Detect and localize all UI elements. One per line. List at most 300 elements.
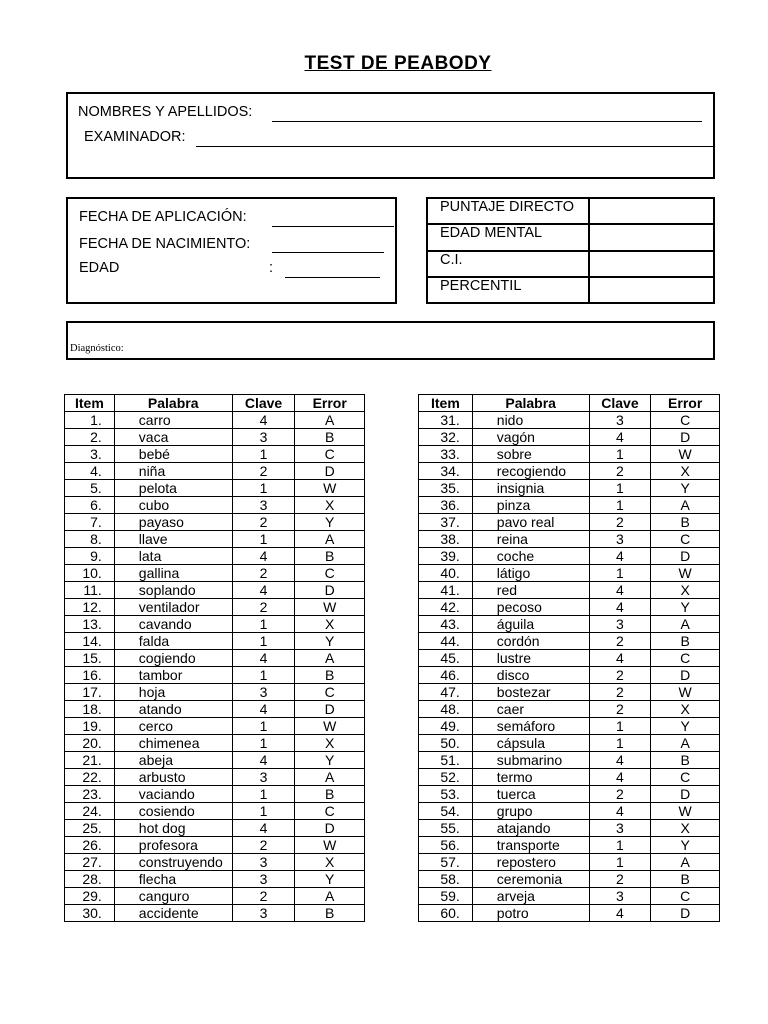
table-row — [65, 837, 365, 854]
table-row — [65, 769, 365, 786]
item-number: 3. — [65, 446, 115, 463]
item-number: 14. — [65, 633, 115, 650]
table-row — [65, 429, 365, 446]
item-key: 2 — [589, 633, 651, 650]
table-row — [419, 548, 720, 565]
item-key: 1 — [232, 803, 295, 820]
item-word: transporte — [472, 837, 589, 854]
table-row — [65, 548, 365, 565]
item-word: canguro — [114, 888, 232, 905]
item-key: 1 — [232, 718, 295, 735]
item-word: tuerca — [472, 786, 589, 803]
item-error: X — [295, 497, 365, 514]
score-row-percentile — [427, 277, 714, 303]
item-key: 1 — [232, 616, 295, 633]
item-number: 24. — [65, 803, 115, 820]
age-label: EDAD — [79, 260, 120, 276]
scores-table — [426, 197, 715, 304]
item-word: accidente — [114, 905, 232, 922]
item-word: arveja — [472, 888, 589, 905]
item-error: Y — [651, 718, 720, 735]
item-key: 4 — [589, 905, 651, 922]
item-number: 26. — [65, 837, 115, 854]
item-number: 39. — [419, 548, 473, 565]
item-key: 4 — [589, 769, 651, 786]
table-row — [419, 769, 720, 786]
item-number: 44. — [419, 633, 473, 650]
item-number: 50. — [419, 735, 473, 752]
item-word: lata — [114, 548, 232, 565]
item-word: águila — [472, 616, 589, 633]
item-key: 1 — [589, 735, 651, 752]
item-number: 53. — [419, 786, 473, 803]
item-number: 2. — [65, 429, 115, 446]
item-key: 2 — [589, 701, 651, 718]
table-row — [419, 684, 720, 701]
item-number: 48. — [419, 701, 473, 718]
direct-score-label: PUNTAJE DIRECTO — [427, 198, 589, 224]
item-error: B — [295, 905, 365, 922]
item-word: flecha — [114, 871, 232, 888]
item-error: X — [651, 582, 720, 599]
item-error: D — [651, 667, 720, 684]
item-word: bebé — [114, 446, 232, 463]
table-row — [419, 480, 720, 497]
item-key: 1 — [232, 786, 295, 803]
item-number: 59. — [419, 888, 473, 905]
table-row — [419, 820, 720, 837]
item-error: D — [651, 548, 720, 565]
item-word: submarino — [472, 752, 589, 769]
table-row — [65, 735, 365, 752]
item-key: 2 — [589, 684, 651, 701]
table-row — [419, 701, 720, 718]
item-number: 46. — [419, 667, 473, 684]
examiner-field[interactable] — [196, 146, 713, 147]
table-row — [419, 463, 720, 480]
item-number: 37. — [419, 514, 473, 531]
table-row — [65, 514, 365, 531]
item-word: reina — [472, 531, 589, 548]
item-word: tambor — [114, 667, 232, 684]
item-word: insignia — [472, 480, 589, 497]
header-error: Error — [651, 395, 720, 412]
item-key: 1 — [232, 633, 295, 650]
item-word: gallina — [114, 565, 232, 582]
item-word: arbusto — [114, 769, 232, 786]
item-error: A — [295, 531, 365, 548]
item-number: 15. — [65, 650, 115, 667]
table-row — [65, 531, 365, 548]
item-number: 47. — [419, 684, 473, 701]
item-word: grupo — [472, 803, 589, 820]
item-word: látigo — [472, 565, 589, 582]
item-number: 45. — [419, 650, 473, 667]
item-key: 4 — [589, 548, 651, 565]
table-row — [65, 888, 365, 905]
item-word: pecoso — [472, 599, 589, 616]
item-error: Y — [295, 633, 365, 650]
age-colon: : — [269, 260, 274, 276]
mental-age-label: EDAD MENTAL — [427, 224, 589, 250]
table-row — [65, 905, 365, 922]
item-key: 1 — [232, 735, 295, 752]
item-error: C — [651, 531, 720, 548]
item-error: C — [651, 650, 720, 667]
item-number: 49. — [419, 718, 473, 735]
item-key: 1 — [589, 718, 651, 735]
item-error: X — [295, 616, 365, 633]
item-key: 4 — [232, 650, 295, 667]
item-number: 32. — [419, 429, 473, 446]
item-word: soplando — [114, 582, 232, 599]
table-row — [65, 582, 365, 599]
item-error: B — [651, 871, 720, 888]
table-row — [419, 565, 720, 582]
table-row — [65, 786, 365, 803]
item-key: 4 — [589, 650, 651, 667]
item-number: 5. — [65, 480, 115, 497]
item-key: 2 — [589, 786, 651, 803]
item-key: 3 — [589, 888, 651, 905]
table-row — [419, 446, 720, 463]
table-row — [419, 412, 720, 429]
item-number: 19. — [65, 718, 115, 735]
table-row — [419, 803, 720, 820]
item-error: X — [295, 735, 365, 752]
item-word: carro — [114, 412, 232, 429]
item-error: A — [651, 854, 720, 871]
item-key: 1 — [589, 446, 651, 463]
item-error: A — [651, 616, 720, 633]
item-number: 55. — [419, 820, 473, 837]
header-word: Palabra — [472, 395, 589, 412]
item-error: X — [651, 463, 720, 480]
item-error: A — [651, 497, 720, 514]
table-row — [65, 701, 365, 718]
header-item: Item — [65, 395, 115, 412]
table-row — [65, 871, 365, 888]
item-error: C — [651, 888, 720, 905]
item-error: D — [651, 429, 720, 446]
item-word: red — [472, 582, 589, 599]
item-word: profesora — [114, 837, 232, 854]
item-error: Y — [295, 752, 365, 769]
score-row-ci — [427, 251, 714, 277]
table-row — [419, 854, 720, 871]
item-number: 52. — [419, 769, 473, 786]
item-number: 51. — [419, 752, 473, 769]
item-key: 3 — [232, 854, 295, 871]
table-row — [419, 531, 720, 548]
examiner-label: EXAMINADOR: — [84, 129, 186, 145]
item-key: 3 — [232, 769, 295, 786]
header-word: Palabra — [114, 395, 232, 412]
item-error: C — [651, 412, 720, 429]
item-word: niña — [114, 463, 232, 480]
ci-field[interactable] — [589, 251, 714, 277]
item-word: llave — [114, 531, 232, 548]
item-number: 12. — [65, 599, 115, 616]
table-row — [419, 667, 720, 684]
item-key: 1 — [589, 480, 651, 497]
item-error: A — [295, 412, 365, 429]
table-row — [65, 803, 365, 820]
item-key: 4 — [232, 412, 295, 429]
item-number: 8. — [65, 531, 115, 548]
item-number: 56. — [419, 837, 473, 854]
item-key: 3 — [232, 905, 295, 922]
item-word: construyendo — [114, 854, 232, 871]
item-error: W — [295, 599, 365, 616]
item-error: B — [651, 752, 720, 769]
item-number: 11. — [65, 582, 115, 599]
item-number: 22. — [65, 769, 115, 786]
item-key: 4 — [589, 752, 651, 769]
item-key: 4 — [232, 582, 295, 599]
item-error: X — [651, 820, 720, 837]
item-error: D — [651, 905, 720, 922]
item-number: 21. — [65, 752, 115, 769]
table-row — [65, 684, 365, 701]
item-error: C — [295, 565, 365, 582]
table-row — [419, 718, 720, 735]
item-word: coche — [472, 548, 589, 565]
item-number: 57. — [419, 854, 473, 871]
item-word: abeja — [114, 752, 232, 769]
direct-score-field[interactable] — [589, 198, 714, 224]
item-word: vagón — [472, 429, 589, 446]
table-row — [419, 514, 720, 531]
diagnosis-label: Diagnóstico: — [70, 343, 124, 354]
item-key: 2 — [232, 514, 295, 531]
item-word: termo — [472, 769, 589, 786]
item-key: 3 — [589, 531, 651, 548]
names-field[interactable] — [272, 121, 702, 122]
table-row — [419, 429, 720, 446]
item-word: cápsula — [472, 735, 589, 752]
table-row — [419, 871, 720, 888]
item-key: 3 — [589, 820, 651, 837]
item-error: B — [651, 514, 720, 531]
item-key: 2 — [232, 565, 295, 582]
item-word: atando — [114, 701, 232, 718]
item-key: 1 — [589, 497, 651, 514]
item-key: 1 — [589, 854, 651, 871]
table-row — [419, 616, 720, 633]
item-number: 25. — [65, 820, 115, 837]
item-key: 2 — [589, 871, 651, 888]
item-word: falda — [114, 633, 232, 650]
item-key: 2 — [232, 463, 295, 480]
item-word: cosiendo — [114, 803, 232, 820]
item-error: A — [651, 735, 720, 752]
item-key: 2 — [589, 667, 651, 684]
table-row — [65, 650, 365, 667]
item-number: 6. — [65, 497, 115, 514]
item-word: semáforo — [472, 718, 589, 735]
table-header-row — [419, 395, 720, 412]
item-error: C — [651, 769, 720, 786]
item-number: 54. — [419, 803, 473, 820]
item-number: 28. — [65, 871, 115, 888]
item-key: 2 — [589, 463, 651, 480]
item-error: D — [295, 820, 365, 837]
item-word: disco — [472, 667, 589, 684]
table-row — [65, 633, 365, 650]
item-word: potro — [472, 905, 589, 922]
item-error: D — [295, 463, 365, 480]
item-error: W — [651, 684, 720, 701]
item-key: 3 — [232, 429, 295, 446]
item-number: 31. — [419, 412, 473, 429]
item-error: W — [295, 718, 365, 735]
table-row — [65, 497, 365, 514]
table-row — [65, 446, 365, 463]
item-number: 33. — [419, 446, 473, 463]
item-error: B — [295, 667, 365, 684]
diagnosis-box[interactable] — [66, 321, 715, 360]
item-number: 29. — [65, 888, 115, 905]
item-key: 3 — [589, 616, 651, 633]
item-word: pelota — [114, 480, 232, 497]
header-error: Error — [295, 395, 365, 412]
item-error: D — [295, 701, 365, 718]
item-number: 23. — [65, 786, 115, 803]
item-word: repostero — [472, 854, 589, 871]
application-date-label: FECHA DE APLICACIÓN: — [79, 209, 247, 225]
item-number: 38. — [419, 531, 473, 548]
percentile-field[interactable] — [589, 277, 714, 303]
item-key: 4 — [589, 599, 651, 616]
percentile-label: PERCENTIL — [427, 277, 589, 303]
item-word: ventilador — [114, 599, 232, 616]
item-number: 20. — [65, 735, 115, 752]
table-row — [419, 599, 720, 616]
table-row — [419, 633, 720, 650]
item-error: Y — [651, 480, 720, 497]
item-error: Y — [651, 837, 720, 854]
table-row — [65, 599, 365, 616]
item-number: 27. — [65, 854, 115, 871]
item-word: lustre — [472, 650, 589, 667]
birth-date-field[interactable] — [272, 252, 384, 253]
item-word: vaciando — [114, 786, 232, 803]
table-row — [419, 650, 720, 667]
item-word: ceremonia — [472, 871, 589, 888]
item-error: Y — [295, 871, 365, 888]
item-error: W — [651, 803, 720, 820]
table-row — [65, 718, 365, 735]
item-word: recogiendo — [472, 463, 589, 480]
item-error: A — [295, 650, 365, 667]
item-error: X — [295, 854, 365, 871]
item-word: vaca — [114, 429, 232, 446]
item-error: A — [295, 888, 365, 905]
item-number: 60. — [419, 905, 473, 922]
item-word: caer — [472, 701, 589, 718]
item-number: 43. — [419, 616, 473, 633]
mental-age-field[interactable] — [589, 224, 714, 250]
item-error: B — [651, 633, 720, 650]
item-key: 4 — [232, 820, 295, 837]
item-word: hoja — [114, 684, 232, 701]
item-error: X — [651, 701, 720, 718]
table-row — [65, 463, 365, 480]
item-word: nido — [472, 412, 589, 429]
item-number: 10. — [65, 565, 115, 582]
item-key: 2 — [232, 599, 295, 616]
item-key: 1 — [232, 531, 295, 548]
table-row — [65, 854, 365, 871]
item-key: 4 — [589, 429, 651, 446]
item-number: 13. — [65, 616, 115, 633]
item-key: 3 — [232, 497, 295, 514]
item-word: cavando — [114, 616, 232, 633]
item-word: bostezar — [472, 684, 589, 701]
item-word: cubo — [114, 497, 232, 514]
application-date-field[interactable] — [272, 226, 394, 227]
table-row — [419, 752, 720, 769]
item-number: 18. — [65, 701, 115, 718]
item-error: Y — [651, 599, 720, 616]
table-row — [65, 565, 365, 582]
page-title: TEST DE PEABODY — [304, 53, 492, 74]
item-number: 1. — [65, 412, 115, 429]
item-key: 1 — [589, 565, 651, 582]
item-word: pinza — [472, 497, 589, 514]
item-word: cerco — [114, 718, 232, 735]
item-word: cogiendo — [114, 650, 232, 667]
table-row — [419, 497, 720, 514]
item-key: 4 — [232, 701, 295, 718]
table-row — [65, 480, 365, 497]
table-row — [65, 616, 365, 633]
item-error: D — [295, 582, 365, 599]
item-number: 17. — [65, 684, 115, 701]
table-row — [419, 837, 720, 854]
item-error: D — [651, 786, 720, 803]
birth-date-label: FECHA DE NACIMIENTO: — [79, 236, 251, 252]
item-key: 1 — [589, 837, 651, 854]
item-error: B — [295, 786, 365, 803]
item-number: 42. — [419, 599, 473, 616]
table-header-row — [65, 395, 365, 412]
item-error: A — [295, 769, 365, 786]
item-word: sobre — [472, 446, 589, 463]
table-row — [65, 667, 365, 684]
table-row — [419, 582, 720, 599]
table-row — [65, 412, 365, 429]
item-error: B — [295, 548, 365, 565]
item-key: 4 — [232, 752, 295, 769]
item-error: C — [295, 446, 365, 463]
item-word: chimenea — [114, 735, 232, 752]
item-number: 4. — [65, 463, 115, 480]
item-key: 3 — [589, 412, 651, 429]
item-error: W — [651, 446, 720, 463]
item-number: 16. — [65, 667, 115, 684]
item-key: 1 — [232, 667, 295, 684]
item-word: atajando — [472, 820, 589, 837]
item-error: W — [651, 565, 720, 582]
items-table-right — [418, 394, 720, 922]
item-word: cordón — [472, 633, 589, 650]
age-field[interactable] — [285, 277, 380, 278]
item-number: 36. — [419, 497, 473, 514]
header-item: Item — [419, 395, 473, 412]
table-row — [419, 888, 720, 905]
